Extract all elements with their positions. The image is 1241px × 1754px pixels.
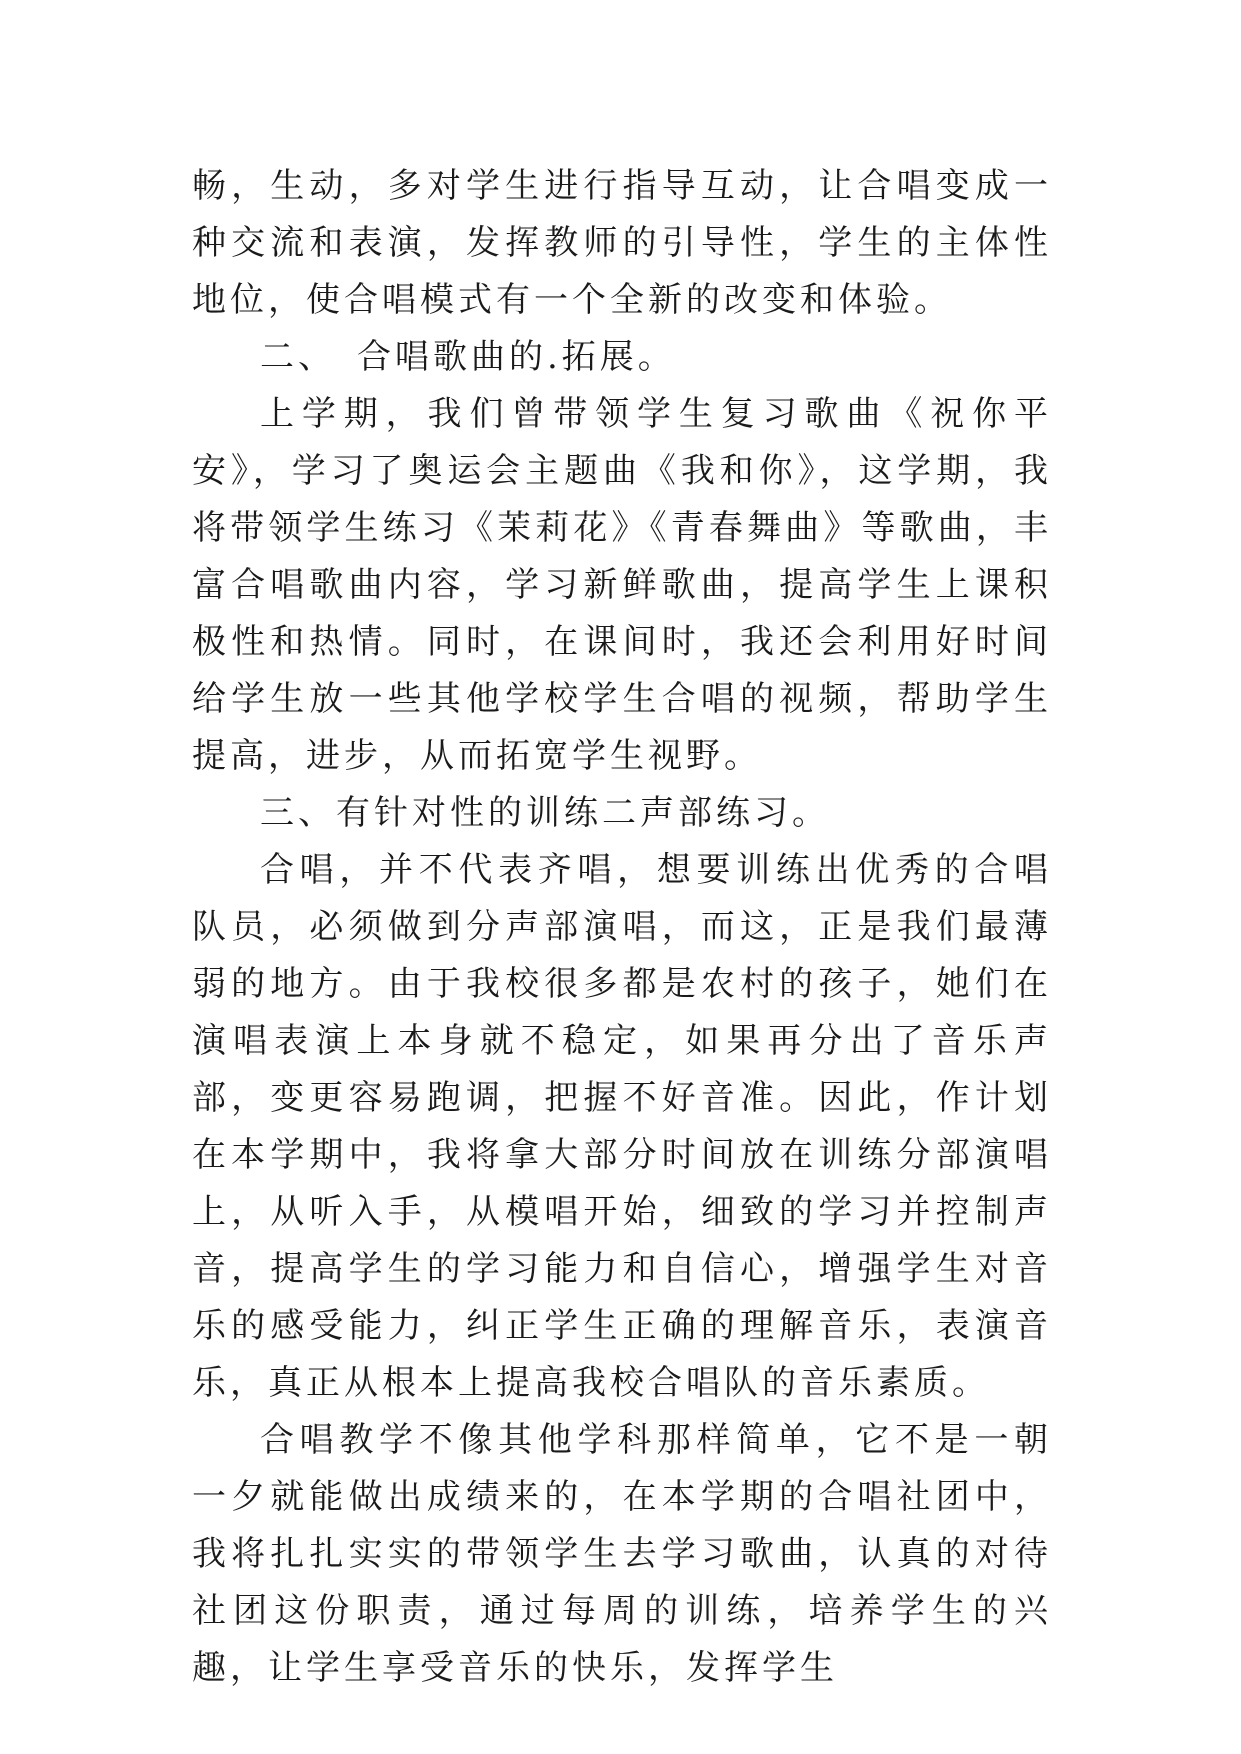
section-heading-2: 二、 合唱歌曲的.拓展。: [260, 337, 676, 377]
paragraph-closing: 合唱教学不像其他学科那样简单，它不是一朝一夕就能做出成绩来的，在本学期的合唱社团中，我将扎扎实实的带领学生去学习歌曲，认真的对待社团这份职责，通过每周的训练，培养学生的兴趣，让学生享受音乐的快乐，发挥学生: [192, 1420, 1052, 1688]
section-heading-3: 三、有针对性的训练二声部练习。: [260, 793, 830, 833]
paragraph-continuation: 畅，生动，多对学生进行指导互动，让合唱变成一种交流和表演，发挥教师的引导性，学生的主体性地位，使合唱模式有一个全新的改变和体验。: [192, 166, 1052, 320]
document-body: [192, 158, 1052, 1697]
paragraph-two-part-practice: 合唱，并不代表齐唱，想要训练出优秀的合唱队员，必须做到分声部演唱，而这，正是我们最薄弱的地方。由于我校很多都是农村的孩子，她们在演唱表演上本身就不稳定，如果再分出了音乐声部，变更容易跑调，把握不好音准。因此，作计划在本学期中，我将拿大部分时间放在训练分部演唱上，从听入手，从模唱开始，细致的学习并控制声音，提高学生的学习能力和自信心，增强学生对音乐的感受能力，纠正学生正确的理解音乐，表演音乐，真正从根本上提高我校合唱队的音乐素质。: [192, 850, 1052, 1403]
paragraph-song-expansion: 上学期，我们曾带领学生复习歌曲《祝你平安》，学习了奥运会主题曲《我和你》，这学期，我将带领学生练习《茉莉花》《青春舞曲》等歌曲，丰富合唱歌曲内容，学习新鲜歌曲，提高学生上课积极性和热情。同时，在课间时，我还会利用好时间给学生放一些其他学校学生合唱的视频，帮助学生提高，进步，从而拓宽学生视野。: [192, 394, 1052, 776]
